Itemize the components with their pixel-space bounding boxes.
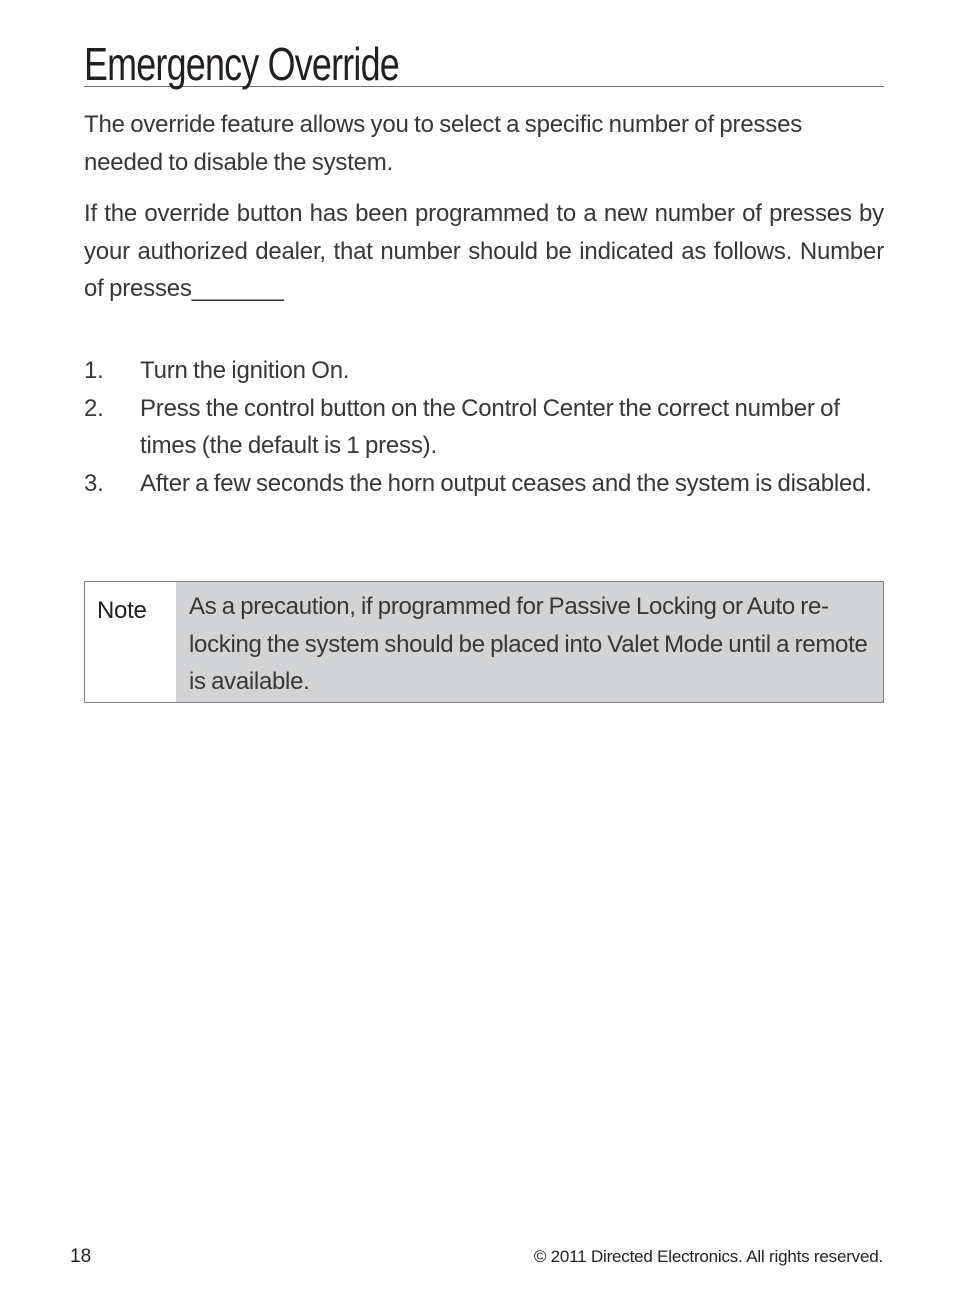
copyright-notice: © 2011 Directed Electronics. All rights reserved.	[533, 1247, 883, 1266]
list-item	[84, 352, 884, 390]
step-number: 3.	[84, 469, 104, 497]
note-text: As a precaution, if programmed for Passive Locking or Auto re-locking the system should be placed into Valet Mode until a remote is available.	[176, 582, 883, 702]
page-number: 18	[70, 1246, 92, 1267]
step-number: 1.	[84, 357, 104, 384]
step-number: 2.	[84, 394, 104, 422]
steps-list	[84, 352, 884, 502]
note-box	[84, 581, 884, 703]
page-title: Emergency Override	[84, 38, 399, 90]
step-text: Press the control button on the Control Center the correct number of times (the default is 1 press).	[140, 394, 840, 459]
intro-paragraph: The override feature allows you to select a specific number of presses needed to disable the system.	[84, 111, 803, 176]
programmed-paragraph: If the override button has been programmed to a new number of presses by your authorized dealer, that number should be indicated as follows. Number of presses_______	[84, 200, 884, 302]
list-item	[84, 390, 884, 465]
title-rule	[84, 36, 884, 90]
list-item	[84, 465, 884, 503]
step-text: Turn the ignition On.	[140, 357, 350, 384]
note-label: Note	[97, 597, 147, 624]
step-text: After a few seconds the horn output ceases and the system is disabled.	[140, 469, 872, 497]
